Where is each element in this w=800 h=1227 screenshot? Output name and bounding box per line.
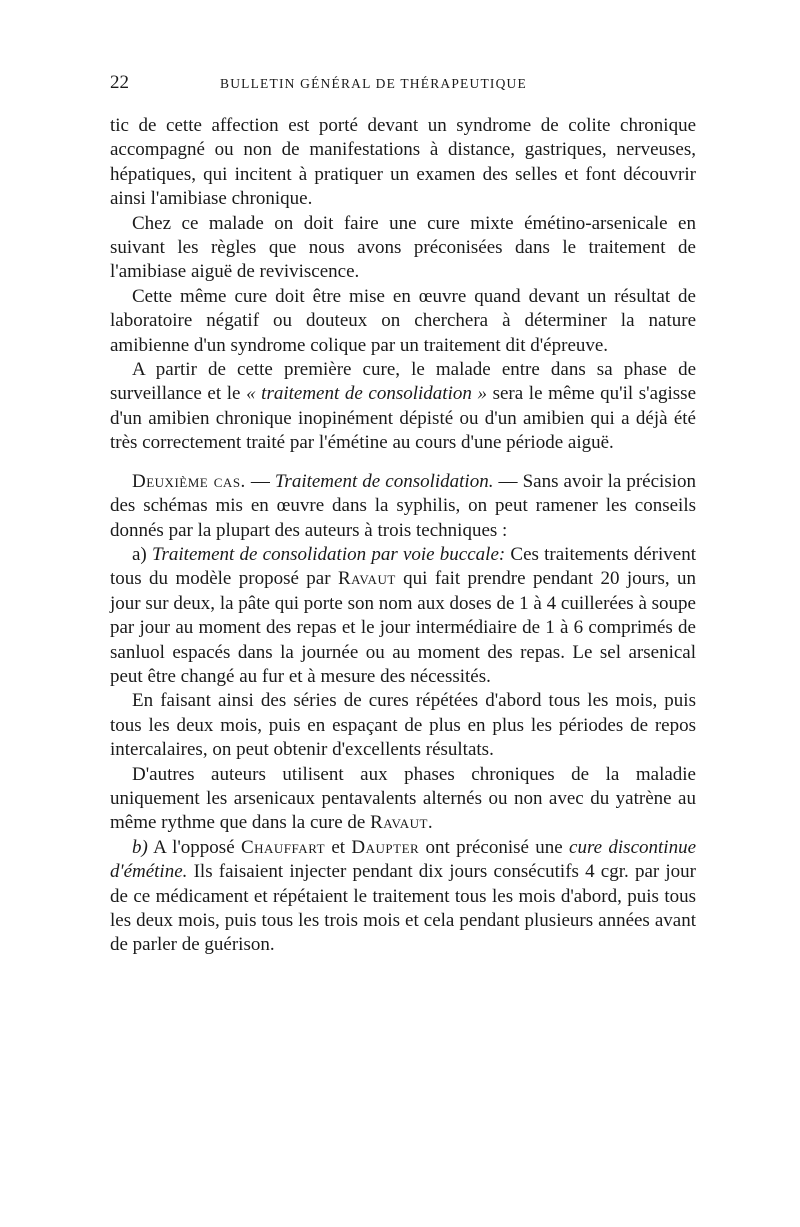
paragraph-4-text-c: sera le même qu'il s'agisse d'un amibien chronique inopinément dépisté ou d'un amibien qui a déjà été très correctement traité par l'émétine au cours d'une période aiguë. — [110, 383, 697, 454]
author-ravaut-2: Ravaut — [370, 812, 428, 834]
paragraph-3: Cette même cure doit être mise en œuvre quand devant un résultat de laboratoire négatif ou douteux on cherchera à déterminer la nature amibienne d'un syndrome colique par un traitement dit d'épreuve. — [110, 285, 696, 356]
paragraph-7: En faisant ainsi des séries de cures répétées d'abord tous les mois, puis tous les deux mois, puis en espaçant de plus en plus les périodes de repos intercalaires, on peut obtenir d'excellents résultats. — [110, 690, 696, 761]
paragraph-1: tic de cette affection est porté devant un syndrome de colite chronique accompagné ou non de manifestations à distance, gastriques, nerveuses, hépatiques, qui incitent à pratiquer un examen des selles et font découvrir ainsi l'amibiase chronique. — [110, 115, 696, 210]
paragraph-9-text-b: A l'opposé — [147, 836, 241, 858]
paragraph-8-text-a: D'autres auteurs utilisent aux phases chroniques de la maladie uniquement les arsenicaux pentavalents alternés ou non avec du yatrène au même rythme que dans la cure de — [110, 763, 696, 834]
section-title: Traitement de consolidation. — [274, 470, 494, 492]
paragraph-2: Chez ce malade on doit faire une cure mixte émétino-arsenicale en suivant les règles que nous avons préconisées dans le traitement de l'amibiase aiguë de reviviscence. — [110, 212, 696, 283]
paragraph-8 — [110, 763, 696, 836]
author-daupter: Daupter — [351, 836, 420, 858]
running-head — [110, 72, 696, 102]
paragraph-9-text-d: et — [325, 836, 352, 858]
consolidation-quote: « traitement de consolidation » — [246, 383, 487, 405]
item-b-marker: b) — [132, 836, 148, 858]
cure-discontinue: cure discontinue d'émétine. — [110, 836, 696, 883]
paragraph-4 — [110, 358, 696, 456]
page-number: 22 — [110, 72, 129, 93]
paragraph-6-text-c: Ces traitements dérivent tous du modèle proposé par — [110, 543, 697, 590]
paragraph-6 — [110, 543, 696, 689]
paragraph-6-text-e: qui fait prendre pendant 20 jours, un jour sur deux, la pâte qui porte son nom aux doses de 1 à 4 cuillerées à soupe par jour au moment des repas et le jour intermédiaire de 1 à 6 comprimés de sanluol espacés dans la journée ou au moment des repas. Le sel arsenical peut être changé au fur et à mesure des nécessités. — [110, 568, 697, 687]
author-chauffart: Chauffart — [240, 836, 326, 858]
document-page — [110, 72, 696, 958]
paragraph-8-text-c: . — [427, 812, 433, 834]
paragraph-9 — [110, 836, 696, 958]
paragraph-4-text-a: A partir de cette première cure, le malade entre dans sa phase de surveillance et le — [110, 359, 696, 405]
paragraph-5-text: — Sans avoir la précision des schémas mis en œuvre dans la syphilis, on peut ramener les conseils donnés par la plupart des auteurs à trois techniques : — [110, 470, 697, 541]
paragraph-9-text-h: Ils faisaient injecter pendant dix jours consécutifs 4 cgr. par jour de ce médicament et répétaient le traitement tous les mois d'abord, puis tous les deux mois, puis tous les trois mois et cela pendant plusieurs années avant de parler de guérison. — [110, 861, 696, 956]
item-a-marker: a) — [132, 543, 152, 565]
body-text — [110, 114, 696, 958]
journal-title: BULLETIN GÉNÉRAL DE THÉRAPEUTIQUE — [220, 76, 527, 91]
author-ravaut: Ravaut — [337, 568, 396, 590]
paragraph-9-text-f: ont préconisé une — [419, 836, 570, 858]
section-label: Deuxième cas. — [132, 470, 246, 492]
dash: — — [245, 470, 275, 492]
item-a-title: Traitement de consolidation par voie buccale: — [151, 543, 506, 565]
paragraph-5 — [110, 470, 696, 543]
